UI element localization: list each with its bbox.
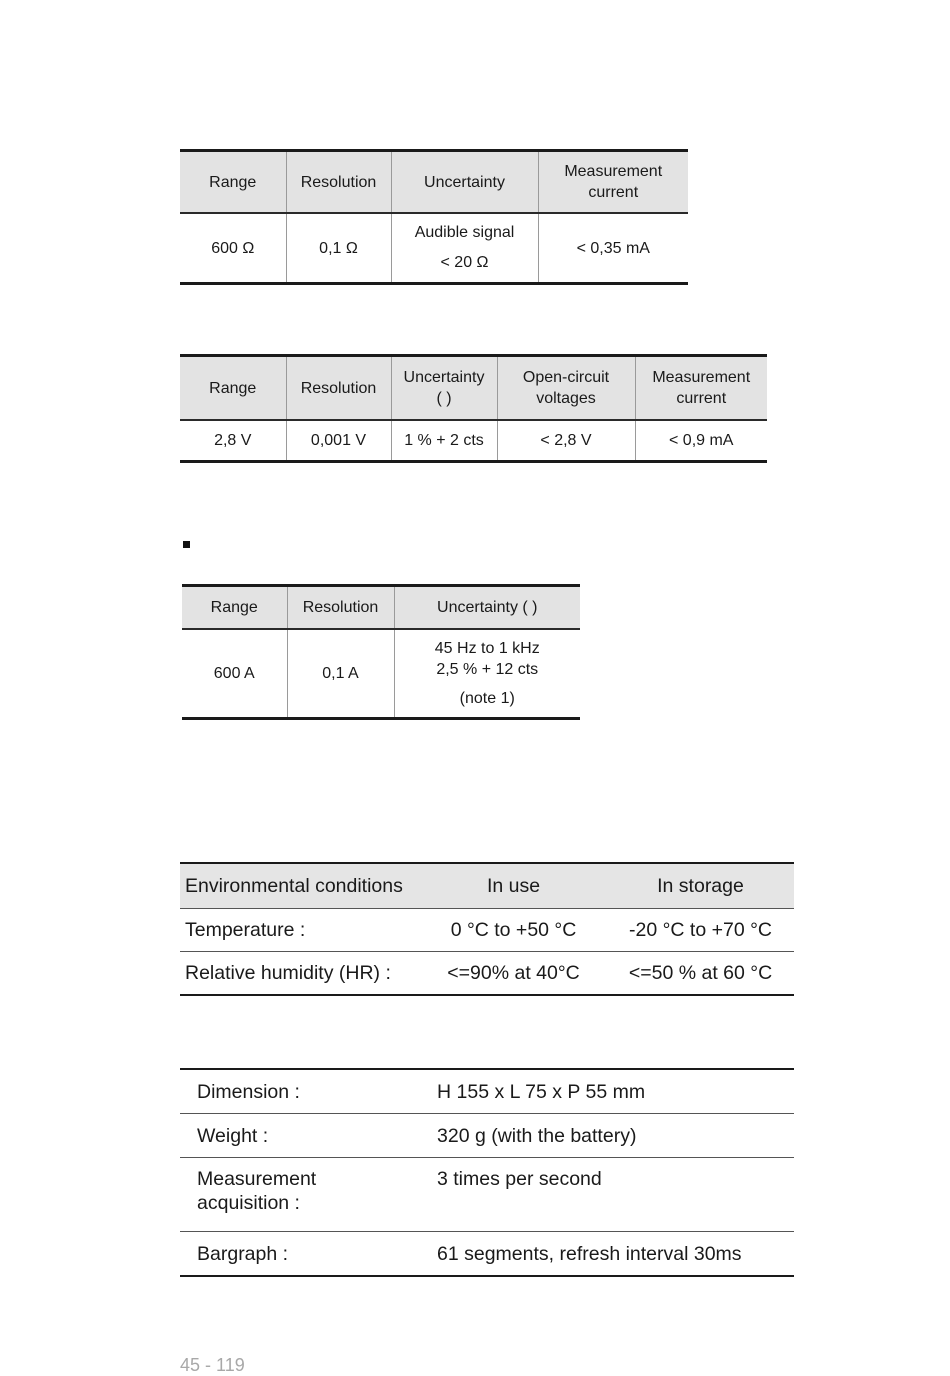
table-row (180, 1069, 794, 1114)
cell-in-storage: <=50 % at 60 °C (628, 961, 773, 984)
cell-key: Dimension : (180, 1069, 420, 1114)
cell-range: 600 A (213, 665, 255, 682)
cell-range: 600 Ω (211, 239, 255, 257)
cell-value: H 155 x L 75 x P 55 mm (420, 1069, 794, 1114)
header-uncertainty: Uncertainty ( ) (394, 586, 580, 630)
header-environmental-conditions: Environmental conditions (180, 863, 420, 909)
cell-resolution: 0,1 A (287, 629, 394, 719)
cell-label: Relative humidity (HR) : (185, 961, 391, 984)
cell-uncertainty: 1 % + 2 cts (391, 420, 497, 462)
cell-range: 2,8 V (214, 432, 252, 449)
table-header-row (180, 151, 688, 214)
header-uncertainty: Uncertainty ( ) (391, 356, 497, 421)
cell-key: Bargraph : (197, 1242, 289, 1265)
cell-value: 3 times per second (420, 1158, 794, 1232)
cell-in-storage: -20 °C to +70 °C (607, 909, 794, 952)
cell-label: Temperature : (180, 909, 420, 952)
cell-key: Weight : (180, 1114, 420, 1158)
header-range: Range (180, 151, 286, 214)
environment-table (180, 862, 794, 996)
table-row (180, 1158, 794, 1232)
table-row (180, 909, 794, 952)
cell-value: 320 g (with the battery) (420, 1114, 794, 1158)
diode-spec-table (180, 354, 767, 463)
header-resolution: Resolution (286, 151, 391, 214)
cell-in-use: 0 °C to +50 °C (420, 909, 607, 952)
header-uncertainty: Uncertainty (391, 151, 538, 214)
table-row (182, 629, 580, 719)
cell-resolution: 0,1 Ω (286, 213, 391, 284)
cell-value: 61 segments, refresh interval 30ms (437, 1242, 742, 1265)
cell-voltage: < 2,8 V (497, 420, 635, 462)
cell-uncertainty: Audible signal < 20 Ω (391, 213, 538, 284)
table-header-row (182, 586, 580, 630)
table-header-row (180, 863, 794, 909)
cell-in-use: <=90% at 40°C (447, 961, 580, 984)
bullet-marker (183, 541, 190, 548)
page-number: 45 - 119 (180, 1355, 245, 1375)
header-measurement-current: Measurement current (538, 151, 688, 214)
cell-key: Measurement acquisition : (180, 1158, 420, 1232)
header-in-use: In use (420, 863, 607, 909)
table-row (180, 1114, 794, 1158)
continuity-spec-table (180, 149, 688, 285)
cell-uncertainty: 45 Hz to 1 kHz 2,5 % + 12 cts (note 1) (394, 629, 580, 719)
header-resolution: Resolution (286, 356, 391, 421)
header-open-circuit-voltages: Open-circuit voltages (497, 356, 635, 421)
header-range: Range (180, 356, 286, 421)
header-in-storage: In storage (607, 863, 794, 909)
table-row (180, 1232, 794, 1277)
table-row (180, 420, 767, 462)
table-header-row (180, 356, 767, 421)
cell-current: < 0,35 mA (538, 213, 688, 284)
mechanical-table (180, 1068, 794, 1277)
header-range: Range (182, 586, 287, 630)
table-row (180, 213, 688, 284)
table-row (180, 952, 794, 996)
current-spec-table (182, 584, 580, 720)
header-measurement-current: Measurement current (635, 356, 767, 421)
header-resolution: Resolution (287, 586, 394, 630)
cell-current: < 0,9 mA (635, 420, 767, 462)
cell-resolution: 0,001 V (286, 420, 391, 462)
